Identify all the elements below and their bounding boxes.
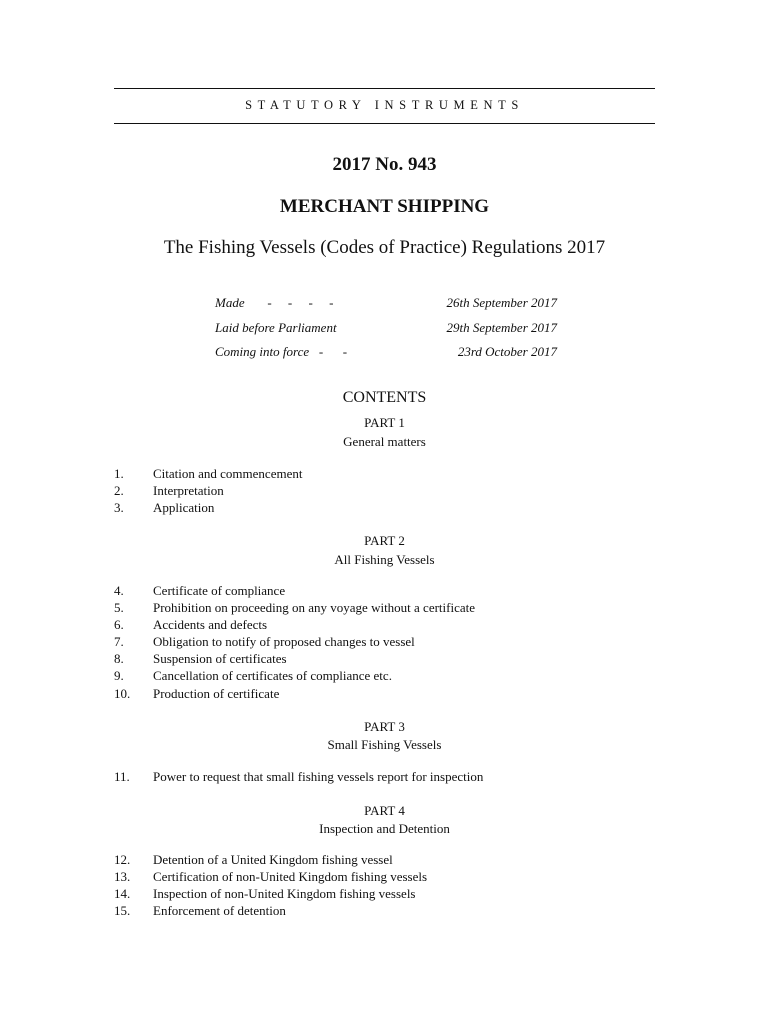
part-label: PART 4 — [364, 803, 405, 818]
instrument-number: 2017 No. 943 — [332, 154, 437, 175]
part-title: Inspection and Detention — [319, 821, 450, 836]
item-title: Power to request that small fishing vessels report for inspection — [153, 769, 484, 784]
part-title: Small Fishing Vessels — [327, 737, 442, 752]
contents-list — [114, 466, 655, 517]
contents-item[interactable] — [114, 769, 655, 786]
date-value: 29th September 2017 — [446, 319, 557, 335]
item-number: 4. — [114, 583, 124, 598]
item-title: Obligation to notify of proposed changes to vessel — [153, 634, 415, 650]
contents-item[interactable] — [114, 617, 655, 634]
contents-item[interactable] — [114, 583, 655, 600]
item-number: 1. — [114, 466, 124, 481]
document-page — [114, 0, 655, 1024]
contents-item[interactable] — [114, 483, 655, 500]
item-title: Accidents and defects — [153, 617, 268, 633]
item-title: Detention of a United Kingdom fishing vessel — [153, 852, 393, 867]
subject-heading: MERCHANT SHIPPING — [279, 196, 490, 217]
date-value: 23rd October 2017 — [457, 344, 557, 359]
item-number: 3. — [114, 500, 124, 516]
contents-list — [114, 583, 655, 703]
item-title: Citation and commencement — [153, 466, 303, 481]
date-value: 26th September 2017 — [446, 295, 557, 310]
item-number: 14. — [114, 886, 131, 902]
part-label: PART 2 — [364, 533, 405, 548]
item-title: Certificate of compliance — [153, 583, 286, 598]
contents-heading: CONTENTS — [342, 389, 427, 406]
bottom-rule — [114, 123, 655, 124]
contents-list — [114, 769, 655, 786]
dates-block — [215, 295, 557, 369]
item-title: Production of certificate — [153, 685, 280, 701]
date-row-in-force — [215, 344, 557, 369]
contents-item[interactable] — [114, 466, 655, 483]
contents-item[interactable] — [114, 600, 655, 617]
item-title: Suspension of certificates — [153, 651, 287, 667]
date-row-laid — [215, 320, 557, 345]
regulations-title: The Fishing Vessels (Codes of Practice) Regulations 2017 — [163, 237, 606, 258]
part-label: PART 3 — [364, 719, 405, 734]
contents-item[interactable] — [114, 686, 655, 703]
part-label: PART 1 — [364, 415, 405, 430]
part-title: All Fishing Vessels — [334, 552, 435, 567]
item-number: 10. — [114, 685, 131, 701]
date-label: Coming into force - - — [215, 344, 348, 359]
item-title: Prohibition on proceeding on any voyage without a certificate — [153, 600, 476, 616]
item-number: 8. — [114, 651, 124, 667]
top-rule — [114, 88, 655, 89]
date-label: Made - - - - — [215, 295, 334, 310]
part-title: General matters — [343, 434, 426, 449]
item-title: Cancellation of certificates of compliance etc. — [153, 668, 392, 684]
series-heading: STATUTORY INSTRUMENTS — [245, 98, 524, 112]
contents-item[interactable] — [114, 668, 655, 685]
item-number: 12. — [114, 852, 131, 867]
item-number: 5. — [114, 600, 124, 616]
item-title: Application — [153, 500, 215, 516]
item-title: Certification of non-United Kingdom fishing vessels — [153, 869, 428, 885]
contents-item[interactable] — [114, 886, 655, 903]
item-title: Enforcement of detention — [153, 903, 286, 919]
item-number: 2. — [114, 483, 124, 499]
item-title: Interpretation — [153, 483, 224, 499]
item-title: Inspection of non-United Kingdom fishing vessels — [153, 886, 416, 902]
date-row-made — [215, 295, 557, 320]
item-number: 13. — [114, 869, 131, 885]
contents-item[interactable] — [114, 903, 655, 920]
item-number: 9. — [114, 668, 124, 684]
contents-item[interactable] — [114, 651, 655, 668]
item-number: 15. — [114, 903, 131, 919]
item-number: 6. — [114, 617, 124, 633]
item-number: 11. — [114, 769, 130, 784]
contents-item[interactable] — [114, 869, 655, 886]
contents-list — [114, 852, 655, 920]
contents-item[interactable] — [114, 634, 655, 651]
contents-item[interactable] — [114, 852, 655, 869]
contents-item[interactable] — [114, 500, 655, 517]
item-number: 7. — [114, 634, 124, 650]
date-label: Laid before Parliament — [215, 319, 337, 335]
